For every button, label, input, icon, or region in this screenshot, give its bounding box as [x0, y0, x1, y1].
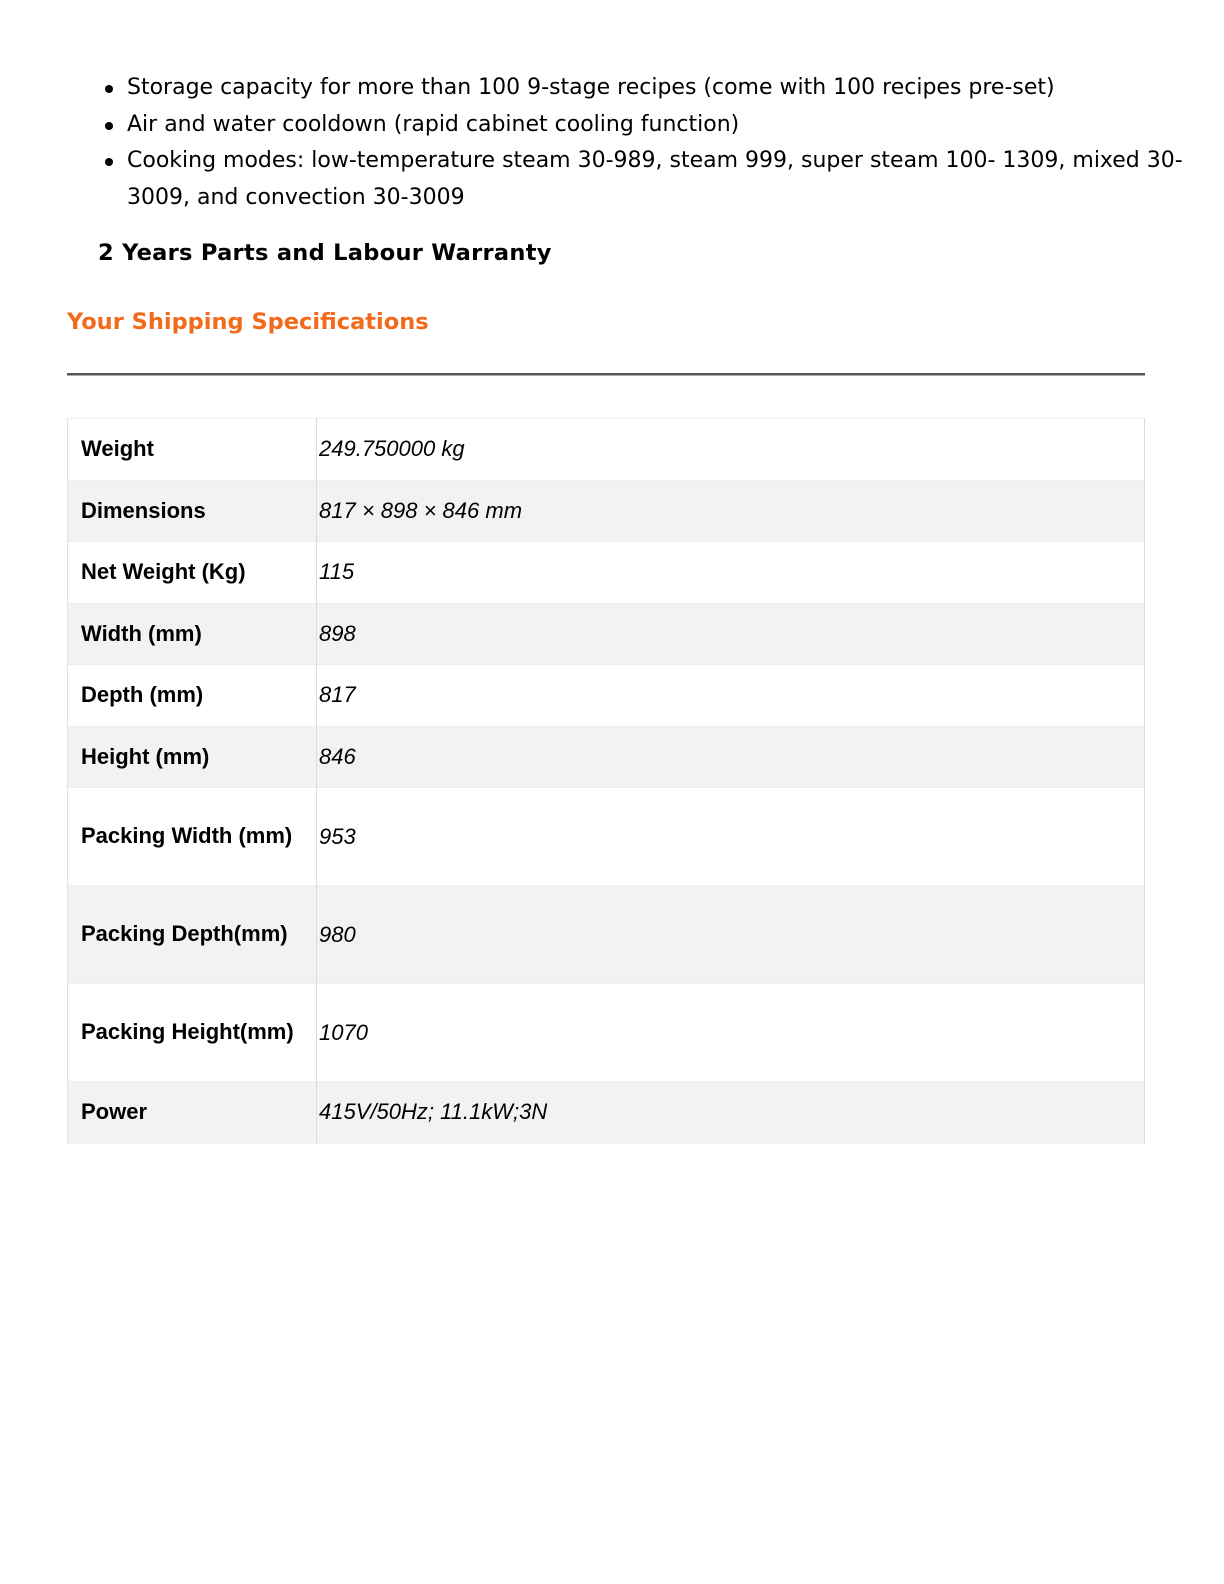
- feature-list: [98, 70, 1187, 216]
- spec-label: Packing Width (mm): [68, 788, 317, 886]
- feature-item: [127, 143, 1187, 216]
- bullet-icon: [105, 85, 113, 93]
- spec-label: Height (mm): [68, 726, 317, 788]
- spec-label: Net Weight (Kg): [68, 542, 317, 604]
- shipping-specs-table: [67, 418, 1145, 1144]
- shipping-specs-title: Your Shipping Specifications: [67, 309, 429, 335]
- feature-item: [127, 107, 1187, 144]
- feature-text: Cooking modes: low-temperature steam 30-989, steam 999, super steam 100- 1309, mixed 30-3009, and convection 30-3009: [127, 148, 1183, 210]
- section-divider: [67, 373, 1145, 376]
- bullet-icon: [105, 122, 113, 130]
- table-row: [68, 603, 1145, 665]
- table-row: [68, 726, 1145, 788]
- table-row: [68, 788, 1145, 886]
- spec-label: Dimensions: [68, 480, 317, 542]
- spec-label: Depth (mm): [68, 665, 317, 727]
- table-row: [68, 542, 1145, 604]
- table-row: [68, 984, 1145, 1082]
- feature-text: Air and water cooldown (rapid cabinet cooling function): [127, 111, 740, 137]
- spec-value: 115: [317, 542, 1145, 604]
- spec-value: 1070: [317, 984, 1145, 1082]
- spec-label: Width (mm): [68, 603, 317, 665]
- spec-label: Packing Height(mm): [68, 984, 317, 1082]
- feature-text: Storage capacity for more than 100 9-stage recipes (come with 100 recipes pre-set): [127, 75, 1055, 100]
- spec-label: Power: [68, 1082, 317, 1144]
- table-row: [68, 419, 1145, 481]
- spec-value: 898: [317, 603, 1145, 665]
- spec-value: 415V/50Hz; 11.1kW;3N: [317, 1082, 1145, 1144]
- warranty-heading: 2 Years Parts and Labour Warranty: [98, 240, 552, 266]
- bullet-icon: [105, 158, 113, 166]
- spec-value: 817: [317, 665, 1145, 727]
- table-row: [68, 886, 1145, 984]
- feature-item: [127, 70, 1187, 107]
- table-row: [68, 480, 1145, 542]
- spec-value: 249.750000 kg: [317, 419, 1145, 481]
- spec-value: 846: [317, 726, 1145, 788]
- spec-value: 953: [317, 788, 1145, 886]
- table-row: [68, 665, 1145, 727]
- spec-label: Packing Depth(mm): [68, 886, 317, 984]
- spec-value: 980: [317, 886, 1145, 984]
- table-row: [68, 1082, 1145, 1144]
- spec-value: 817 × 898 × 846 mm: [317, 480, 1145, 542]
- spec-label: Weight: [68, 419, 317, 481]
